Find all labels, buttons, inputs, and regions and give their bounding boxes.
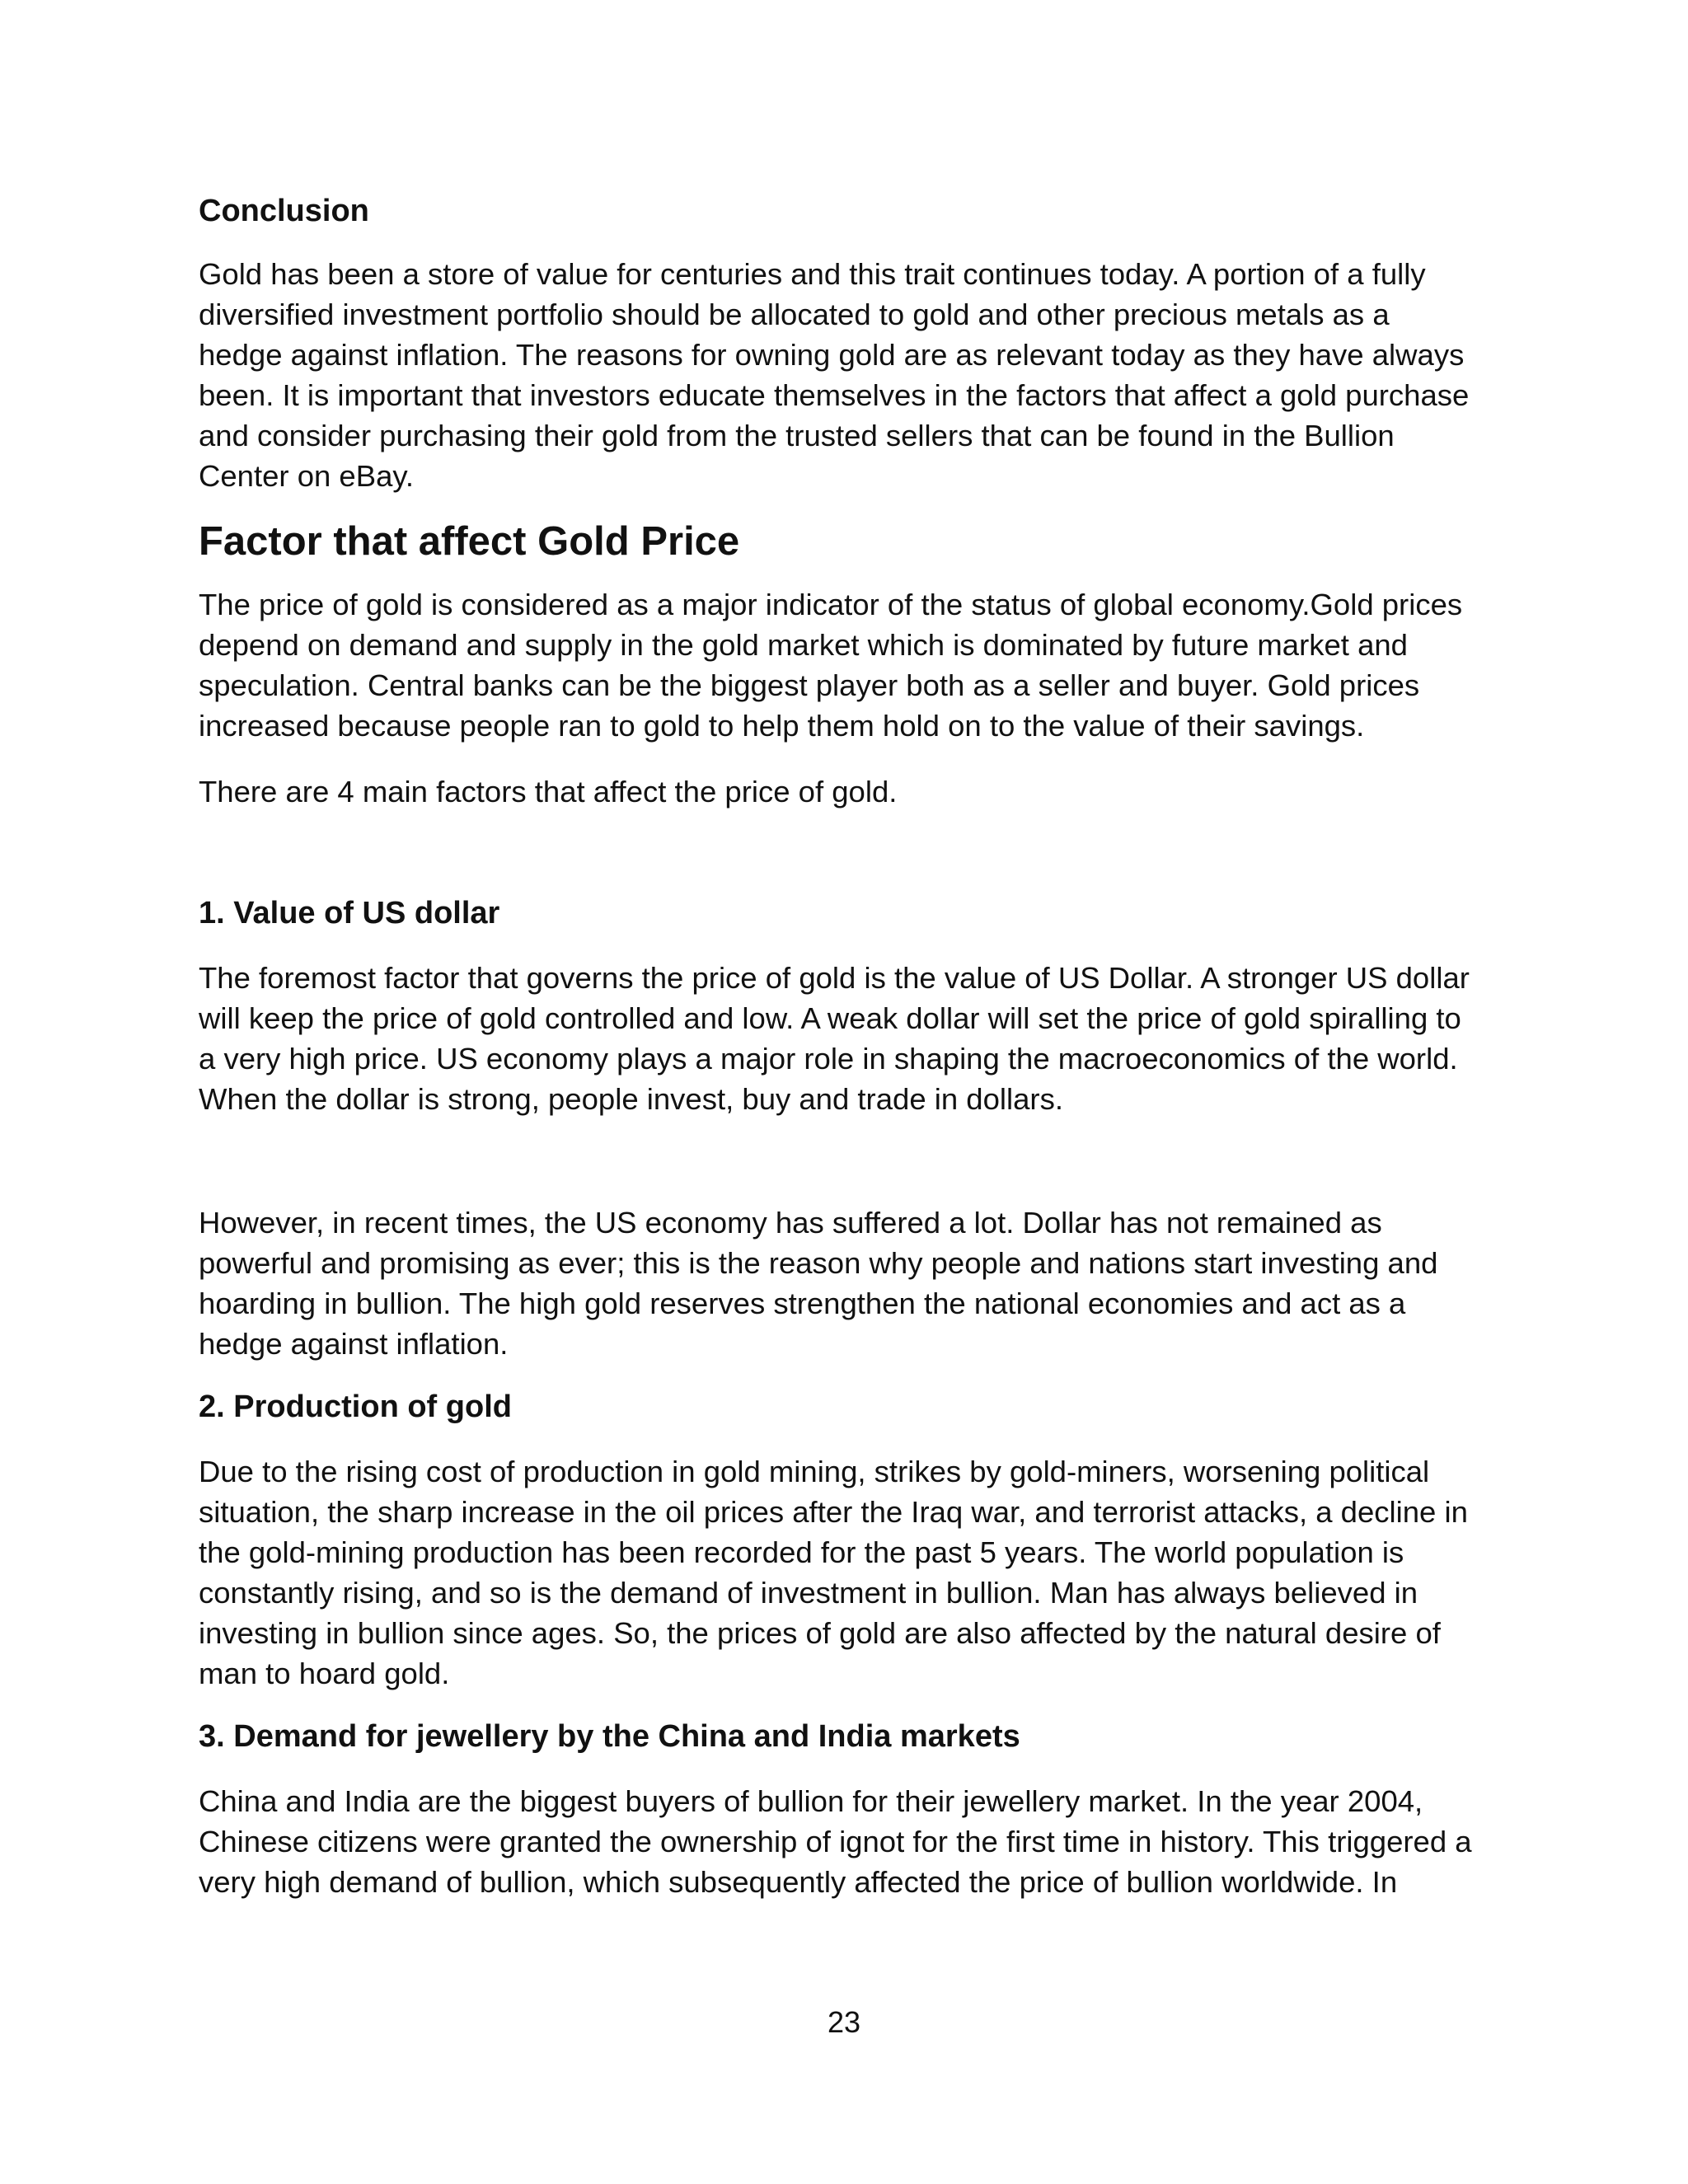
section-heading-gold-price-factors: Factor that affect Gold Price [199,519,740,564]
factors-intro-sentence: There are 4 main factors that affect the price of gold. [199,775,898,808]
factor-3-paragraph: China and India are the biggest buyers of bullion for their jewellery market. In the year 2004, Chinese citizens were granted the ownership of ignot for the first time in history. This triggered a very high demand of bullion, which subsequently affected the price of bullion worldwide. In [199,1784,1472,1899]
factor-2-heading: 2. Production of gold [199,1390,512,1424]
factor-1-heading: 1. Value of US dollar [199,896,500,930]
conclusion-heading: Conclusion [199,194,369,228]
page-number: 23 [827,2005,861,2039]
conclusion-paragraph: Gold has been a store of value for centuries and this trait continues today. A portion of a fully diversified investment portfolio should be allocated to gold and other precious metals as a hedge against inflation. The reasons for owning gold are as relevant today as they have always been. It is important that investors educate themselves in the factors that affect a gold purchase and consider purchasing their gold from the trusted sellers that can be found in the Bullion Center on eBay. [199,257,1470,493]
factor-2-paragraph: Due to the rising cost of production in gold mining, strikes by gold-miners, worsening political situation, the sharp increase in the oil prices after the Iraq war, and terrorist attacks, a decline in the gold-mining production has been recorded for the past 5 years. The world population is constantly rising, and so is the demand of investment in bullion. Man has always believed in investing in bullion since ages. So, the prices of gold are also affected by the natural desire of man to hoard gold. [199,1455,1468,1690]
gold-price-intro-paragraph: The price of gold is considered as a major indicator of the status of global economy.Gold prices depend on demand and supply in the gold market which is dominated by future market and speculation. Central banks can be the biggest player both as a seller and buyer. Gold prices increased because people ran to gold to help them hold on to the value of their savings. [199,588,1463,743]
factor-1-continued-paragraph: However, in recent times, the US economy has suffered a lot. Dollar has not remained as powerful and promising as ever; this is the reason why people and nations start investing and hoarding in bullion. The high gold reserves strengthen the national economies and act as a hedge against inflation. [199,1206,1438,1361]
factor-1-paragraph: The foremost factor that governs the price of gold is the value of US Dollar. A stronger US dollar will keep the price of gold controlled and low. A weak dollar will set the price of gold spiralling to a very high price. US economy plays a major role in shaping the macroeconomics of the world. When the dollar is strong, people invest, buy and trade in dollars. [199,961,1470,1116]
page-content [199,191,1501,1902]
factor-3-heading: 3. Demand for jewellery by the China and India markets [199,1719,1020,1754]
